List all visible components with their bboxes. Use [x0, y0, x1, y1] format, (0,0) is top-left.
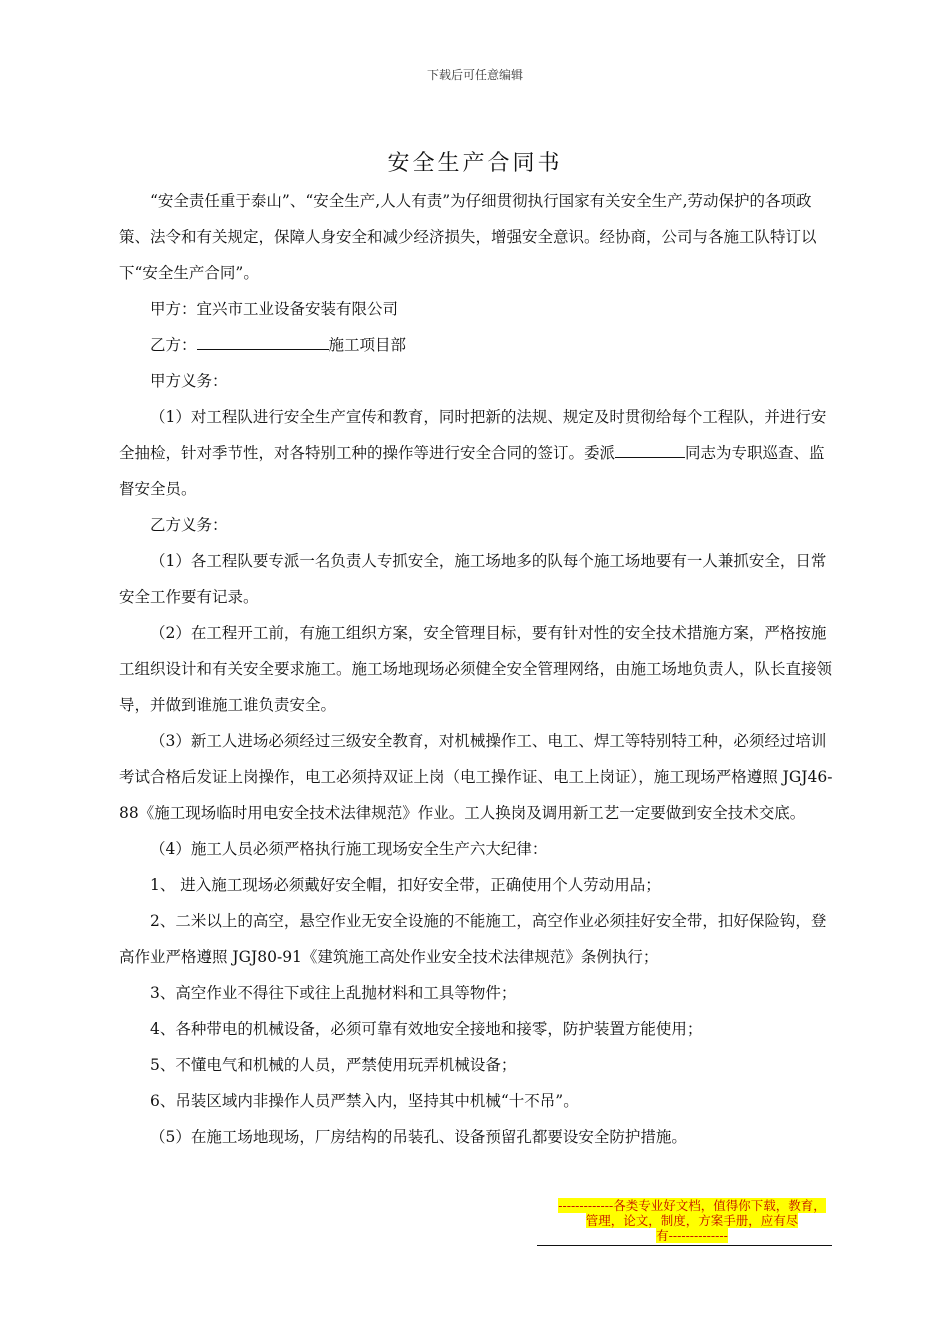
footer-line-1: -------------各类专业好文档，值得你下载，教育， — [558, 1198, 826, 1213]
party-b-prefix: 乙方： — [150, 336, 197, 354]
party-b-duty-5: （5）在施工场地现场，厂房结构的吊装孔、设备预留孔都要设安全防护措施。 — [150, 1128, 687, 1146]
party-a-duty-1-before: （1）对工程队进行安全生产宣传和教育，同时把新的法规、规定及时贯彻给每个工程队，并进行安全抽检，针对季节性，对各特别工种的操作等进行安全合同的签订。委派 — [119, 408, 827, 462]
party-b-duty-1: （1）各工程队要专派一名负责人专抓安全，施工场地多的队每个施工场地要有一人兼抓安全，日常安全工作要有记录。 — [119, 552, 827, 606]
party-a-duties-heading: 甲方义务： — [150, 372, 228, 390]
party-b-line — [119, 327, 833, 363]
party-a-duty-1 — [119, 399, 833, 507]
page-header: 下载后可任意编辑 — [426, 68, 523, 82]
party-b-suffix: 施工项目部 — [328, 336, 407, 354]
discipline-item-5: 5、不懂电气和机械的人员，严禁使用玩弄机械设备； — [150, 1056, 517, 1074]
party-b-blank — [197, 333, 329, 350]
party-a-line: 甲方：宜兴市工业设备安装有限公司 — [150, 300, 399, 318]
discipline-item-2: 2、二米以上的高空，悬空作业无安全设施的不能施工，高空作业必须挂好安全带，扣好保险钩，登高作业严格遵照 JGJ80-91《建筑施工高处作业安全技术法律规范》条例执行； — [119, 912, 827, 966]
footer-line-3: 有-------------- — [656, 1228, 728, 1243]
discipline-item-3: 3、高空作业不得往下或往上乱抛材料和工具等物件； — [150, 984, 517, 1002]
footer-promo-note — [537, 1198, 847, 1243]
discipline-item-4: 4、各种带电的机械设备，必须可靠有效地安全接地和接零，防护装置方能使用； — [150, 1020, 703, 1038]
party-b-duty-4: （4）施工人员必须严格执行施工现场安全生产六大纪律： — [150, 840, 548, 858]
footer-rule — [537, 1245, 832, 1246]
party-b-duties-heading: 乙方义务： — [150, 516, 228, 534]
document-body — [119, 183, 833, 1155]
document-title: 安全生产合同书 — [387, 151, 563, 176]
footer-line-2: 管理，论文，制度，方案手册，应有尽 — [585, 1213, 799, 1228]
discipline-item-6: 6、吊装区域内非操作人员严禁入内，坚持其中机械“十不吊”。 — [150, 1092, 579, 1110]
party-b-duty-3: （3）新工人进场必须经过三级安全教育，对机械操作工、电工、焊工等特别特工种，必须经过培训考试合格后发证上岗操作，电工必须持双证上岗（电工操作证、电工上岗证），施工现场严格遵照 JGJ46-88《施工现场临时用电安全技术法律规范》作业。工人换岗及调用新工艺一定要做到安全技术交底。 — [119, 732, 833, 822]
party-a-duty-1-after: 同志为专职巡查、监督安全员。 — [119, 444, 825, 498]
intro-paragraph: “安全责任重于泰山”、“安全生产,人人有责”为仔细贯彻执行国家有关安全生产,劳动保护的各项政策、法令和有关规定，保障人身安全和减少经济损失，增强安全意识。经协商，公司与各施工队特订以下“安全生产合同”。 — [119, 192, 817, 282]
party-b-duty-2: （2）在工程开工前，有施工组织方案，安全管理目标，要有针对性的安全技术措施方案，严格按施工组织设计和有关安全要求施工。施工场地现场必须健全安全管理网络，由施工场地负责人，队长直接领导，并做到谁施工谁负责安全。 — [119, 624, 833, 714]
inspector-blank — [615, 441, 685, 458]
discipline-item-1: 1、 进入施工现场必须戴好安全帽，扣好安全带，正确使用个人劳动用品； — [150, 876, 661, 894]
